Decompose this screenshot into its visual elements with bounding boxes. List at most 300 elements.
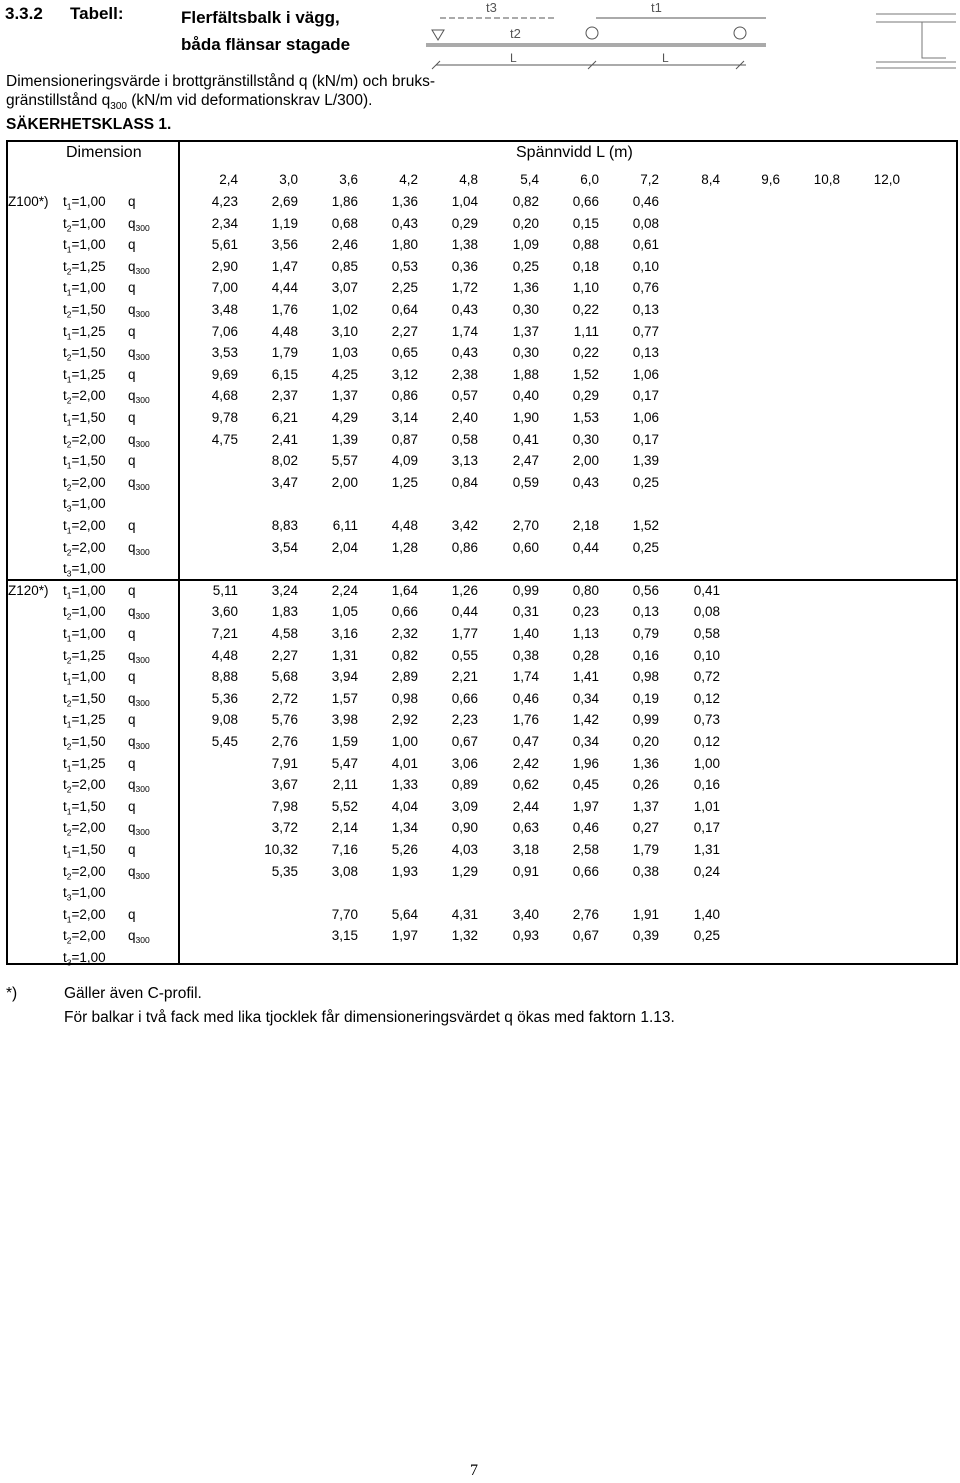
thickness-index: 2 [66,439,72,450]
value-cell: 2,04 [331,539,358,555]
span-header-cell: 4,8 [459,172,478,187]
value-cell: 7,98 [271,798,298,814]
value-cell: 0,19 [632,690,659,706]
value-cell: 1,33 [391,777,418,793]
span-header-cell: 3,6 [339,172,358,187]
value-cell: 1,76 [271,302,298,317]
table-row [8,342,956,364]
value-cell: 1,31 [331,647,358,663]
value-cell: 3,13 [451,453,478,469]
value-cell: 9,78 [211,410,238,425]
value-cell: 0,12 [693,690,720,706]
table-row [8,753,956,775]
value-cell: 9,69 [211,366,238,382]
value-cell: 3,72 [271,820,298,836]
thickness-value: =2,00 [71,863,106,879]
thickness-value: =1,00 [71,280,106,296]
thickness-index: 1 [66,244,72,255]
value-cell: 0,66 [572,863,599,879]
span-header-cell: 7,2 [640,172,659,187]
value-cell: 1,36 [512,280,539,296]
thickness-value: =1,00 [71,496,106,512]
value-cell: 1,37 [512,323,539,339]
thickness-value: =1,50 [71,410,106,425]
value-cell: 0,30 [512,302,539,317]
load-subscript: 300 [135,611,150,622]
thickness-value: =1,00 [71,669,106,685]
value-cell: 0,65 [391,345,418,361]
value-cell: 7,16 [331,842,358,857]
intro-line2-sub: 300 [110,101,127,113]
table-row [8,234,956,256]
value-cell: 0,31 [512,604,539,620]
load-subscript: 300 [135,827,150,838]
value-cell: 2,92 [391,712,418,728]
value-cell: 1,25 [391,474,418,490]
thickness-symbol: t [63,194,67,209]
value-cell: 3,07 [331,280,358,296]
value-cell: 3,16 [331,626,358,641]
table-row [8,817,956,839]
value-cell: 1,10 [572,280,599,296]
thickness-symbol: t [63,798,67,814]
value-cell: 0,47 [512,734,539,749]
table-row [8,774,956,796]
value-cell: 3,09 [451,798,478,814]
value-cell: 2,41 [271,431,298,447]
thickness-value: =2,00 [71,431,106,447]
load-subscript: 300 [135,265,150,276]
intro-line2-text: gränstillstånd q [6,92,111,109]
value-cell: 1,76 [512,712,539,728]
z-profile-icon [898,22,946,58]
value-cell: 10,32 [264,842,298,857]
value-cell: 3,08 [331,863,358,879]
table-row [8,709,956,731]
value-cell: 0,38 [512,647,539,663]
thickness-symbol: t [63,453,67,469]
thickness-index: 2 [66,828,72,839]
value-cell: 3,53 [211,345,238,361]
intro-line2-tail: (kN/m vid deformationskrav L/300). [126,92,373,109]
value-cell: 0,27 [632,820,659,836]
value-cell: 2,11 [332,777,358,793]
thickness-index: 2 [66,547,72,558]
load-symbol: q [128,302,136,317]
value-cell: 3,54 [271,539,298,555]
table-row [8,861,956,883]
value-cell: 1,19 [271,215,298,231]
table-row [8,904,956,926]
value-cell: 0,40 [512,388,539,404]
value-cell: 0,82 [512,194,539,209]
value-cell: 1,86 [331,194,358,209]
thickness-value: =2,00 [71,388,106,404]
value-cell: 4,01 [391,755,418,771]
value-cell: 3,42 [451,518,478,533]
load-symbol: q [128,820,136,836]
thickness-symbol: t [63,582,67,598]
thickness-symbol: t [63,647,67,663]
thickness-value: =1,00 [71,215,106,231]
value-cell: 4,23 [211,194,238,209]
value-cell: 3,06 [451,755,478,771]
value-cell: 0,89 [451,777,478,793]
value-cell: 0,66 [572,194,599,209]
table-row [8,299,956,321]
value-cell: 0,10 [632,258,659,274]
section-title-line1: Flerfältsbalk i vägg, [181,8,340,27]
value-cell: 6,11 [332,518,358,533]
value-cell: 1,91 [632,906,659,922]
value-cell: 1,88 [512,366,539,382]
beam-diagram [426,0,960,72]
thickness-index: 2 [66,482,72,493]
value-cell: 0,38 [632,863,659,879]
thickness-index: 1 [66,633,72,644]
value-cell: 1,79 [632,842,659,857]
value-cell: 1,53 [572,410,599,425]
value-cell: 3,15 [331,928,358,944]
span-header-cell: 5,4 [520,172,539,187]
diagram-label-t1: t1 [651,0,662,15]
table-row [8,623,956,645]
thickness-symbol: t [63,755,67,771]
header-dimension: Dimension [66,144,142,161]
load-symbol: q [128,669,136,685]
thickness-index: 3 [66,568,72,579]
value-cell: 2,23 [451,712,478,728]
value-cell: 0,77 [632,323,659,339]
thickness-value: =1,00 [71,885,106,901]
load-symbol: q [128,906,136,922]
value-cell: 1,05 [331,604,358,620]
table-row [8,364,956,386]
thickness-value: =1,25 [71,712,106,728]
span-header-cell: 9,6 [761,172,780,187]
thickness-value: =1,00 [71,604,106,620]
load-symbol: q [128,431,136,447]
thickness-value: =2,00 [71,518,106,533]
value-cell: 3,98 [331,712,358,728]
thickness-index: 3 [66,957,72,968]
thickness-value: =1,50 [71,842,106,857]
load-symbol: q [128,734,136,749]
value-cell: 0,44 [451,604,478,620]
thickness-symbol: t [63,496,67,512]
value-cell: 3,10 [331,323,358,339]
value-cell: 0,99 [632,712,659,728]
value-cell: 7,70 [331,906,358,922]
value-cell: 1,13 [572,626,599,641]
thickness-value: =2,00 [71,906,106,922]
load-symbol: q [128,366,136,382]
value-cell: 3,56 [271,237,298,253]
table-row [8,472,956,494]
thickness-symbol: t [63,626,67,641]
table-row [8,191,956,213]
value-cell: 0,30 [572,431,599,447]
value-cell: 2,24 [331,582,358,598]
value-cell: 0,24 [693,863,720,879]
value-cell: 1,39 [632,453,659,469]
value-cell: 1,39 [331,431,358,447]
load-symbol: q [128,280,136,296]
value-cell: 2,38 [451,366,478,382]
thickness-symbol: t [63,539,67,555]
table-row [8,731,956,753]
thickness-symbol: t [63,280,67,296]
thickness-index: 1 [66,806,72,817]
thickness-symbol: t [63,669,67,685]
value-cell: 2,27 [391,323,418,339]
load-subscript: 300 [135,222,150,233]
span-header-cell: 10,8 [813,172,840,187]
value-cell: 1,26 [451,582,478,598]
value-cell: 1,64 [391,582,418,598]
thickness-symbol: t [63,604,67,620]
table-row [8,321,956,343]
thickness-value: =1,00 [71,950,106,965]
value-cell: 1,37 [632,798,659,814]
thickness-index: 1 [66,676,72,687]
value-cell: 4,29 [331,410,358,425]
thickness-symbol: t [63,431,67,447]
value-cell: 0,85 [331,258,358,274]
thickness-index: 1 [66,763,72,774]
value-cell: 0,46 [512,690,539,706]
table-row [8,796,956,818]
diagram-label-span2: L [662,51,669,65]
thickness-symbol: t [63,734,67,749]
value-cell: 0,67 [572,928,599,944]
table-row [8,450,956,472]
thickness-value: =1,50 [71,302,106,317]
value-cell: 2,76 [271,734,298,749]
value-cell: 0,58 [451,431,478,447]
page-number: 7 [470,1462,478,1479]
load-subscript: 300 [135,654,150,665]
thickness-symbol: t [63,518,67,533]
value-cell: 1,57 [331,690,358,706]
value-cell: 0,44 [572,539,599,555]
load-subscript: 300 [135,546,150,557]
load-subscript: 300 [135,741,150,751]
thickness-index: 2 [66,266,72,277]
value-cell: 1,29 [451,863,478,879]
value-cell: 6,21 [271,410,298,425]
value-cell: 4,09 [391,453,418,469]
value-cell: 1,37 [331,388,358,404]
load-symbol: q [128,777,136,793]
thickness-value: =1,00 [71,626,106,641]
value-cell: 4,75 [211,431,238,447]
value-cell: 5,11 [212,582,238,598]
table-row [8,601,956,623]
value-cell: 0,13 [632,604,659,620]
thickness-index: 3 [66,892,72,903]
load-symbol: q [128,410,136,425]
thickness-symbol: t [63,950,67,965]
table-row [8,256,956,278]
value-cell: 0,08 [693,604,720,620]
value-cell: 0,13 [632,345,659,361]
value-cell: 8,02 [271,453,298,469]
thickness-index: 2 [66,871,72,882]
load-subscript: 300 [135,481,150,492]
value-cell: 3,14 [391,410,418,425]
value-cell: 0,46 [572,820,599,836]
thickness-index: 3 [66,504,72,515]
value-cell: 0,25 [512,258,539,274]
table-row [8,407,956,429]
value-cell: 1,74 [451,323,478,339]
thickness-index: 2 [66,741,72,752]
value-cell: 5,45 [211,734,238,749]
value-cell: 7,21 [211,626,238,641]
value-cell: 3,47 [271,474,298,490]
value-cell: 0,20 [512,215,539,231]
value-cell: 2,72 [271,690,298,706]
value-cell: 0,43 [451,302,478,317]
load-subscript: 300 [135,870,150,881]
value-cell: 0,61 [632,237,659,253]
value-cell: 0,10 [693,647,720,663]
table-row [8,645,956,667]
load-symbol: q [128,474,136,490]
value-cell: 0,22 [572,345,599,361]
thickness-index: 2 [66,784,72,795]
value-cell: 1,74 [512,669,539,685]
thickness-symbol: t [63,906,67,922]
thickness-symbol: t [63,885,67,901]
value-cell: 2,58 [572,842,599,857]
span-header-cell: 8,4 [701,172,720,187]
thickness-index: 2 [66,396,72,407]
thickness-index: 1 [66,288,72,299]
value-cell: 0,43 [391,215,418,231]
value-cell: 0,79 [632,626,659,641]
load-symbol: q [128,215,136,231]
value-cell: 1,97 [572,798,599,814]
value-cell: 5,61 [211,237,238,253]
thickness-value: =2,00 [71,820,106,836]
value-cell: 1,79 [271,345,298,361]
value-cell: 0,16 [632,647,659,663]
value-cell: 2,18 [572,518,599,533]
value-cell: 5,68 [271,669,298,685]
value-cell: 5,35 [271,863,298,879]
value-cell: 0,98 [391,690,418,706]
thickness-index: 2 [66,655,72,666]
value-cell: 0,45 [572,777,599,793]
thickness-index: 2 [66,352,72,363]
value-cell: 0,62 [512,777,539,793]
value-cell: 1,96 [572,755,599,771]
header-span: Spännvidd L (m) [516,144,633,161]
value-cell: 0,99 [512,582,539,598]
value-cell: 0,25 [693,928,720,944]
thickness-value: =1,50 [71,690,106,706]
thickness-symbol: t [63,820,67,836]
value-cell: 2,27 [271,647,298,663]
value-cell: 1,83 [271,604,298,620]
thickness-value: =2,00 [71,539,106,555]
span-header-cell: 4,2 [399,172,418,187]
value-cell: 0,86 [451,539,478,555]
value-cell: 0,25 [632,539,659,555]
thickness-value: =1,50 [71,453,106,469]
value-cell: 0,41 [512,431,539,447]
value-cell: 4,68 [211,388,238,404]
load-symbol: q [128,842,136,857]
value-cell: 0,82 [391,647,418,663]
value-cell: 0,67 [451,734,478,749]
load-subscript: 300 [135,309,150,319]
load-symbol: q [128,258,136,274]
value-cell: 1,72 [451,280,478,296]
thickness-index: 1 [66,201,72,212]
value-cell: 1,28 [391,539,418,555]
span-header-cell: 6,0 [580,172,599,187]
diagram-label-span1: L [510,51,517,65]
value-cell: 3,24 [271,582,298,598]
value-cell: 4,44 [271,280,298,296]
capacity-table [6,140,958,968]
value-cell: 1,38 [451,237,478,253]
value-cell: 1,11 [573,323,599,339]
value-cell: 0,36 [451,258,478,274]
value-cell: 1,59 [331,734,358,749]
thickness-symbol: t [63,302,67,317]
value-cell: 2,89 [391,669,418,685]
value-cell: 5,57 [331,453,358,469]
value-cell: 0,22 [572,302,599,317]
thickness-symbol: t [63,777,67,793]
value-cell: 8,88 [211,669,238,685]
value-cell: 2,42 [512,755,539,771]
value-cell: 0,66 [391,604,418,620]
value-cell: 0,60 [512,539,539,555]
diagram-label-t2: t2 [510,26,521,41]
value-cell: 1,90 [512,410,539,425]
value-cell: 3,48 [211,302,238,317]
load-subscript: 300 [135,438,150,449]
table-row [8,666,956,688]
thickness-index: 2 [66,223,72,234]
table-row [8,558,956,580]
load-symbol: q [128,863,136,879]
value-cell: 1,97 [391,928,418,944]
thickness-index: 2 [66,936,72,947]
thickness-index: 1 [66,460,72,471]
value-cell: 1,40 [693,906,720,922]
value-cell: 0,80 [572,582,599,598]
value-cell: 2,44 [512,798,539,814]
value-cell: 3,40 [512,906,539,922]
value-cell: 4,58 [271,626,298,641]
thickness-index: 1 [66,590,72,601]
thickness-label [63,947,106,974]
thickness-symbol: t [63,366,67,382]
value-cell: 0,17 [632,388,659,404]
value-cell: 7,91 [271,755,298,771]
value-cell: 0,91 [512,863,539,879]
value-cell: 6,15 [271,366,298,382]
load-symbol: q [128,604,136,620]
thickness-index: 1 [66,525,72,536]
table-row [8,537,956,559]
